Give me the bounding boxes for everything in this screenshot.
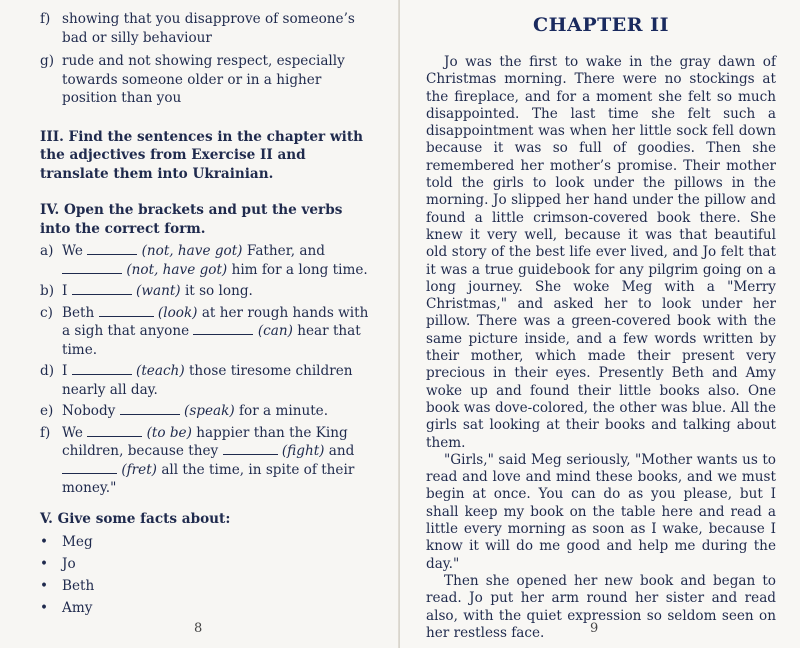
- bullet-icon: •: [40, 578, 49, 594]
- item-text: it so long.: [184, 283, 253, 299]
- verb-hint: (fret): [121, 461, 157, 478]
- verb-hint: (want): [136, 283, 181, 299]
- exercise-5-heading: V. Give some facts about:: [40, 510, 231, 527]
- answer-blank[interactable]: [120, 402, 180, 415]
- item-text: Father, and: [246, 243, 325, 259]
- answer-blank[interactable]: [72, 362, 132, 375]
- option-text: showing that you disapprove of someone’s bad or silly behaviour: [62, 11, 355, 46]
- item-b: [40, 282, 376, 301]
- paragraph: "Girls," said Meg seriously, "Mother wants us to read and love and mind these books, and we must begin at once. You can do as you please, but I shall keep my book on the table here and read a little every morning as soon as I wake, because I know it will do me good and help me during the day.": [426, 451, 776, 572]
- list-item: [40, 553, 376, 575]
- list-item-text: Amy: [62, 600, 93, 616]
- item-label: a): [40, 243, 54, 259]
- item-text: him for a long time.: [231, 261, 368, 278]
- item-text: at her rough hands with a sigh that anyone: [62, 304, 369, 339]
- option-f: [40, 10, 376, 47]
- item-text: Beth: [62, 304, 95, 321]
- item-text: We: [62, 424, 83, 441]
- answer-blank[interactable]: [62, 461, 117, 474]
- verb-hint: (teach): [136, 363, 185, 379]
- item-label: b): [40, 283, 55, 299]
- bullet-icon: •: [40, 534, 49, 550]
- list-item: [40, 597, 376, 619]
- exercise-3-heading: III. Find the sentences in the chapter with the adjectives from Exercise II and translate them into Ukrainian.: [40, 128, 363, 182]
- facts-list: [40, 531, 376, 619]
- item-label: d): [40, 363, 55, 379]
- answer-blank[interactable]: [193, 322, 253, 335]
- bullet-icon: •: [40, 600, 49, 616]
- item-text: I: [62, 363, 68, 379]
- option-g: [40, 52, 376, 108]
- answer-blank[interactable]: [99, 304, 154, 317]
- list-item: [40, 575, 376, 597]
- item-text: happier than the King children, because they: [62, 424, 348, 459]
- verb-hint: (can): [257, 323, 293, 339]
- exercise-4-heading: IV. Open the brackets and put the verbs into the correct form.: [40, 202, 343, 237]
- item-e: [40, 402, 376, 421]
- item-text: We: [62, 243, 83, 259]
- verb-hint: (to be): [146, 424, 192, 441]
- item-text: all the time, in spite of their money.": [62, 461, 355, 496]
- option-label: g): [40, 53, 55, 69]
- list-item-text: Jo: [62, 556, 76, 572]
- answer-blank[interactable]: [87, 242, 137, 255]
- answer-blank[interactable]: [72, 282, 132, 295]
- item-f: [40, 424, 376, 498]
- page-number-left: 8: [194, 621, 203, 636]
- answer-blank[interactable]: [223, 442, 278, 455]
- answer-blank[interactable]: [62, 261, 122, 274]
- item-label: f): [40, 424, 51, 441]
- list-item: [40, 531, 376, 553]
- option-text: rude and not showing respect, especially towards someone older or in a higher position than you: [62, 53, 345, 106]
- option-label: f): [40, 11, 51, 27]
- verb-hint: (look): [157, 304, 198, 321]
- paragraph: Jo was the first to wake in the gray dawn of Christmas morning. There were no stockings at the fireplace, and for a moment she felt so much disappointed. The last time she felt such a disappointment was when her little sock fell down because it was so full of goodies. Then she remembered her mother’s promise. Their mother told the girls to look under the pillows in the morning. Jo slipped her hand under the pillow and found a little crimson-covered book there. She knew it very well, because it was that beautiful old story of the best life ever lived, and Jo felt that it was a true guidebook for any pilgrim going on a long journey. She woke Meg with a "Merry Christmas," and asked her to look under her pillow. There was a green-covered book with the same picture inside, and a few words written by their mother, which made their present very precious in their eyes. Presently Beth and Amy woke up and found their little books also. One book was dove-colored, the other was blue. All the girls sat looking at their books and talking about them.: [426, 54, 776, 451]
- item-text: I: [62, 283, 68, 299]
- item-label: e): [40, 403, 54, 419]
- item-text: hear that time.: [62, 323, 361, 358]
- verb-hint: (speak): [184, 403, 235, 419]
- item-text: Nobody: [62, 403, 116, 419]
- verb-hint: (fight): [281, 443, 325, 459]
- item-text: and: [328, 443, 355, 459]
- item-label: c): [40, 304, 53, 321]
- exercise-4-items: [40, 242, 376, 498]
- item-d: [40, 362, 376, 399]
- bullet-icon: •: [40, 556, 49, 572]
- answer-blank[interactable]: [87, 424, 142, 437]
- item-text: for a minute.: [239, 403, 329, 419]
- right-page: [400, 0, 800, 648]
- item-a: [40, 242, 376, 279]
- chapter-title: CHAPTER II: [533, 14, 669, 36]
- verb-hint: (not, have got): [141, 243, 243, 259]
- item-text: those tiresome children nearly all day.: [62, 363, 353, 398]
- verb-hint: (not, have got): [126, 261, 228, 278]
- list-item-text: Beth: [62, 578, 95, 594]
- paragraph: Then she opened her new book and began to read. Jo put her arm round her sister and read also, with the quiet expression so seldom seen on her restless face.: [426, 572, 776, 641]
- item-c: [40, 304, 376, 360]
- page-number-right: 9: [590, 621, 599, 636]
- list-item-text: Meg: [62, 534, 93, 550]
